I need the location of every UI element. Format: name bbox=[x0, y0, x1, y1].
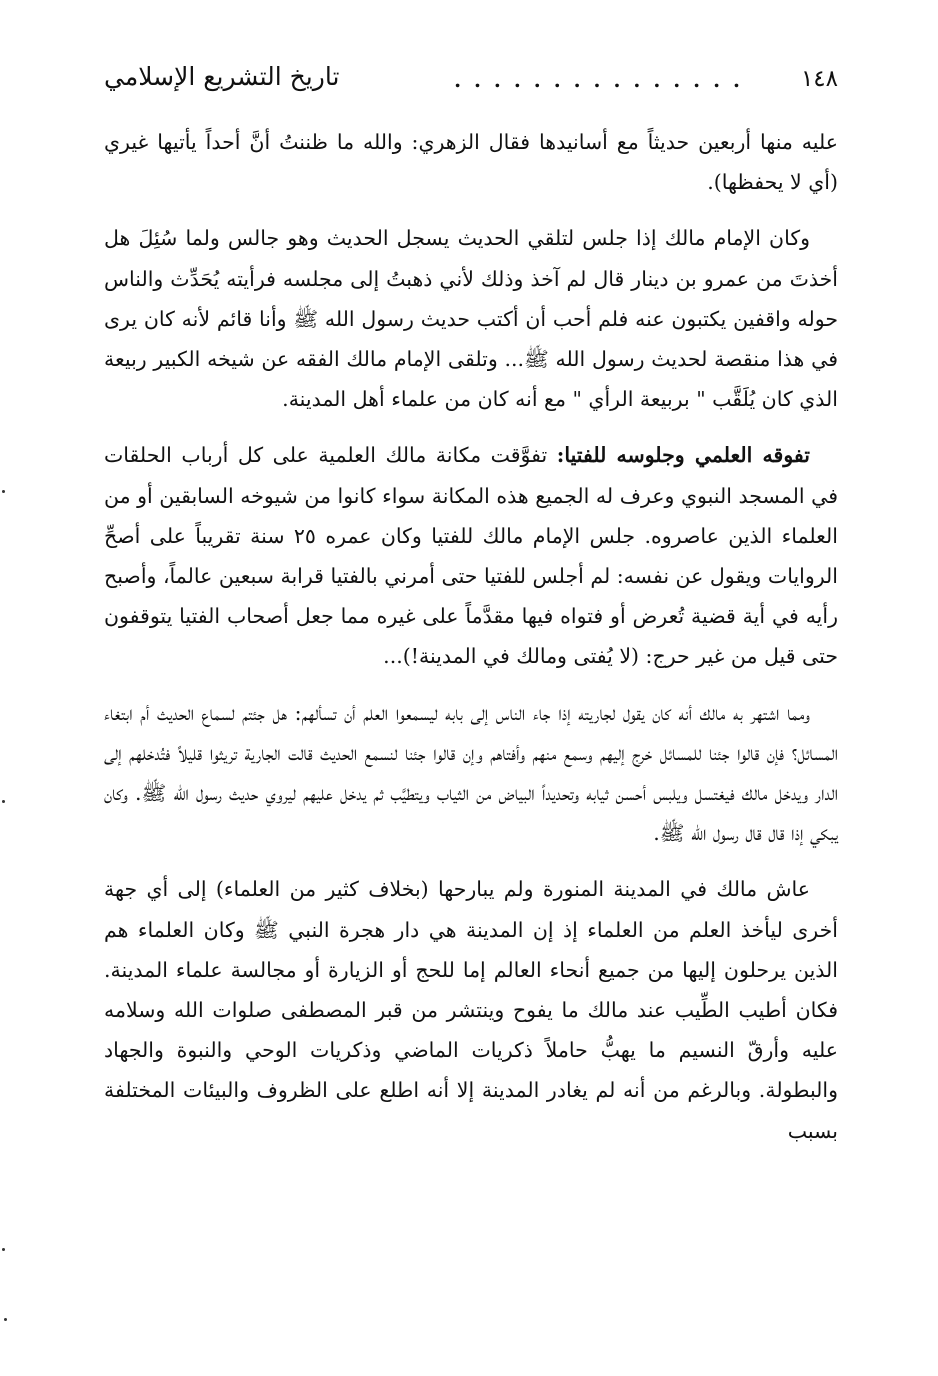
paragraph-fatwa-text: تفوَّقت مكانة مالك العلمية على كل أرباب الحلقات في المسجد النبوي وعرف له الجميع هذه المكانة سواء كانوا من شيوخه السابقين أو من العلماء الذين عاصروه. جلس الإمام مالك للفتيا وكان عمره ٢٥ سنة تقريباً على أصحِّ الروايات ويقول عن نفسه: لم أجلس للفتيا حتى أمرني بالفتيا قرابة سبعين عالماً، وأصبح رأيه في أية قضية تُعرض أو فتواه فيها مقدَّماً على غيره مما جعل أصحاب الفتيا يتوقفون حتى قيل من غير حرج: (لا يُفتى ومالك في المدينة!)... bbox=[104, 443, 838, 669]
paragraph-continuation: عليه منها أربعين حديثاً مع أسانيدها فقال الزهري: والله ما ظننتُ أنَّ أحداً يأتيها غيري (أي لا يحفظها). bbox=[104, 130, 838, 195]
paragraph-fatwa bbox=[104, 435, 838, 676]
header-dotted-leader: . . . . . . . . . . . . . . . bbox=[454, 68, 743, 92]
scan-edge-mark bbox=[2, 800, 5, 803]
paragraph-servant: ومما اشتهر به مالك أنه كان يقول لجاريته إذا جاء الناس إلى بابه ليسمعوا العلم أن تسألهم: هل جئتم لسماع الحديث أم ابتغاء المسائل؟ فإن قالوا جئنا للمسائل خرج إليهم وسمع منهم وأفتاهم وإن قالوا جئنا لنسمع الحديث قالت الجارية تريثوا قليلاً فتُدخلهم إلى الدار ويدخل مالك فيغتسل ويلبس أحسن ثيابه وتحديداً البياض من الثياب ويتطيَّب ثم يدخل عليهم ليروي حديث رسول الله ﷺ. وكان يبكي إذا قال قال رسول الله ﷺ. bbox=[104, 700, 838, 846]
page-body bbox=[104, 122, 838, 1167]
scan-edge-mark bbox=[4, 1318, 7, 1321]
paragraph-medina: عاش مالك في المدينة المنورة ولم يبارحها (بخلاف كثير من العلماء) إلى أي جهة أخرى ليأخذ العلم من العلماء إذ إن المدينة هي دار هجرة النبي ﷺ وكان العلماء هم الذين يرحلون إليها من جميع أنحاء العالم إما للحج أو الزيارة أو مجالسة علماء المدينة. فكان أطيب الطِّيب عند مالك ما يفوح وينتشر من قبر المصطفى صلوات الله وسلامه عليه وأرقّ النسيم ما يهبُّ حاملاً ذكريات الماضي وذكريات الوحي والنبوة والجهاد والبطولة. وبالرغم من أنه لم يغادر المدينة إلا أنه اطلع على الظروف والبيئات المختلفة بسبب bbox=[104, 877, 838, 1143]
section-heading-inline: تفوقه العلمي وجلوسه للفتيا: bbox=[556, 443, 810, 468]
paragraph-hadith-recording: وكان الإمام مالك إذا جلس لتلقي الحديث يسجل الحديث وهو جالس ولما سُئِلَ هل أخذتَ من عمرو بن دينار قال لم آخذ وذلك لأني ذهبتُ إلى مجلسه فرأيته يُحَدِّث والناس حوله واقفين يكتبون عنه فلم أحب أن أكتب حديث رسول الله ﷺ وأنا قائم لأنه كان يرى في هذا منقصة لحديث رسول الله ﷺ... وتلقى الإمام مالك الفقه عن شيخه الكبير ربيعة الذي كان يُلَقَّب " بربيعة الرأي " مع أنه كان من علماء أهل المدينة. bbox=[104, 226, 838, 412]
page-number: ١٤٨ bbox=[800, 66, 838, 92]
running-title: تاريخ التشريع الإسلامي bbox=[104, 62, 340, 91]
scan-edge-mark bbox=[2, 490, 5, 493]
scan-edge-mark bbox=[2, 1248, 5, 1251]
page-header bbox=[104, 62, 838, 112]
